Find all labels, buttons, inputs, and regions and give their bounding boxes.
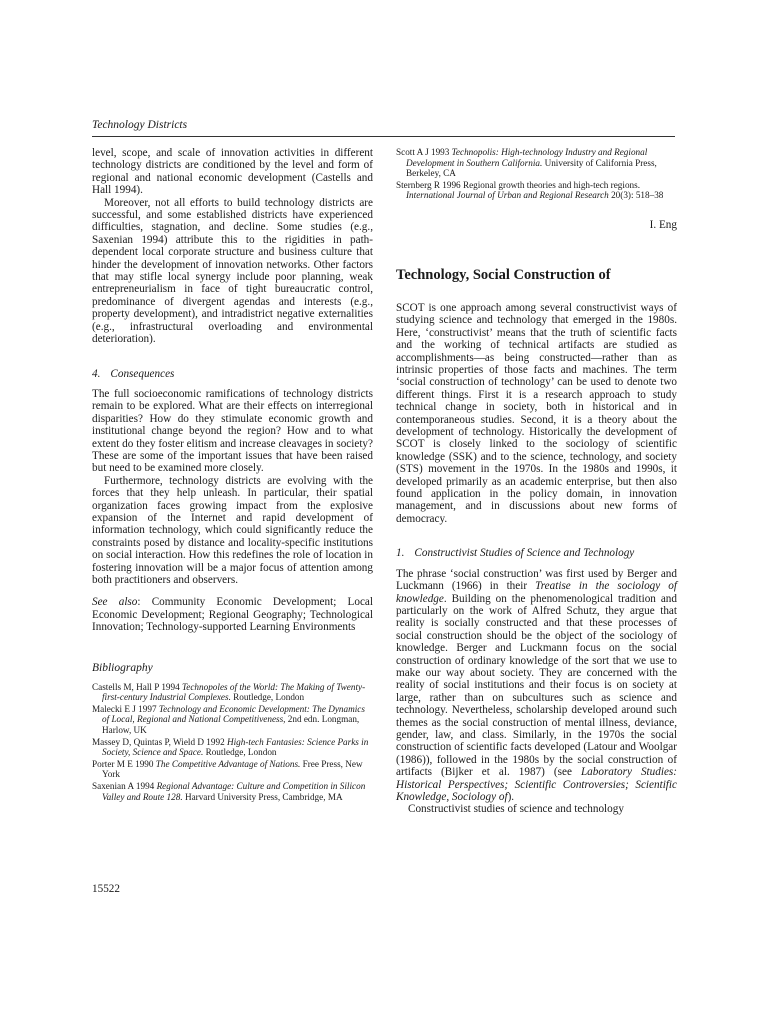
bibliography-entry: Scott A J 1993 Technopolis: High-technology Industry and Regional Development in Southern California. University of California Press, Berkeley, CA <box>396 147 657 179</box>
body-paragraph: The full socioeconomic ramifications of technology districts remain to be explored. What are their effects on interregional disparities? How do they stimulate economic growth and institutional change beyond the region? How and to what extent do they foster elitism and increase cleavages in society? These are some of the important issues that have been raised but need to be examined more closely. <box>92 387 373 475</box>
see-also-text: : Community Economic Development; Local Economic Development; Regional Geography; Technological Innovation; Technology-supported Learning Environments <box>92 596 373 634</box>
body-paragraph: Constructivist studies of science and technology <box>408 803 624 816</box>
left-column <box>92 147 373 803</box>
bibliography-heading: Bibliography <box>92 661 153 674</box>
see-also-label: See also <box>92 596 138 609</box>
bibliography-entry: Massey D, Quintas P, Wield D 1992 High-tech Fantasies: Science Parks in Society, Science and Space. Routledge, London <box>92 736 369 758</box>
section-number: 1. <box>396 547 405 560</box>
body-paragraph: SCOT is one approach among several constructivist ways of studying science and technology that emerged in the 1980s. Here, ‘constructivist’ means that the truth of scientific facts and the working of technical artifacts are studied as accomplishments—as being constructed—rather than as intrinsic properties of those facts and machines. The term ‘social construction of technology’ can be used to denote two different things. First it is a research approach to study technical change in society, both in historical and in contemporaneous studies. Second, it is a theory about the development of technology. Historically the development of SCOT is closely linked to the sociology of scientific knowledge (SSK) and to the science, technology, and society (STS) movement in the 1970s. In the 1980s and 1990s, it developed primarily as an academic enterprise, but then also found application in the policy domain, in innovation management, and in discussions about new forms of democracy. <box>396 301 677 525</box>
bibliography-entry: Castells M, Hall P 1994 Technopoles of the World: The Making of Twenty-first-century Industrial Complexes. Routledge, London <box>92 681 366 703</box>
section-title: Consequences <box>110 367 175 380</box>
section-number: 4. <box>92 367 101 380</box>
see-also <box>92 596 373 633</box>
body-paragraph: The phrase ‘social construction’ was first used by Berger and Luckmann (1966) in their Treatise in the sociology of knowledge. Building on the phenomenological tradition and particularly on the work of Alfred Schutz, they argue that reality is socially constructed and that these processes of social construction should be the object of the sociology of knowledge. Berger and Luckmann focus on the social construction of ordinary knowledge of the sort that we use to make our way about society. They are concerned with the reality of social institutions and their focus is on society at large, rather than on subcultures such as science and technology. Nevertheless, scholarship developed around such themes as the social construction of mental illness, deviance, gender, law, and class. Similarly, in the 1970s the social construction of scientific facts developed (Latour and Woolgar (1986)), followed in the 1980s by the social construction of artifacts (Bijker et al. 1987) (see Laboratory Studies: Historical Perspectives; Scientific Controversies; Scientific Knowledge, Sociology of). <box>396 567 677 803</box>
article-title: Technology, Social Construction of <box>396 266 611 283</box>
bibliography-entry: Saxenian A 1994 Regional Advantage: Culture and Competition in Silicon Valley and Route 128. Harvard University Press, Cambridge, MA <box>92 780 366 802</box>
bibliography-entry: Porter M E 1990 The Competitive Advantage of Nations. Free Press, New York <box>92 758 363 780</box>
header-rule <box>92 136 675 137</box>
body-paragraph: Moreover, not all efforts to build technology districts are successful, and some established districts have experienced difficulties, stagnation, and decline. Some studies (e.g., Saxenian 1994) attribute this to the rigidities in path-dependent local corporate structure and business culture that hinder the development of innovation networks. Other factors that may stifle local synergy include poor planning, weak entrepreneurialism in face of tight bureaucratic control, predominance of divergent agendas and interests (e.g., property development), and intradistrict negative externalities (e.g., infrastructural overloading and environmental deterioration). <box>92 196 373 346</box>
bibliography-entry: Sternberg R 1996 Regional growth theories and high-tech regions. International Journal of Urban and Regional Research 20(3): 518–38 <box>396 179 664 201</box>
section-heading-constructivist-studies <box>396 547 677 559</box>
body-paragraph: Furthermore, technology districts are evolving with the forces that they help unleash. In particular, their spatial organization faces growing impact from the explosive expansion of the Internet and rapid development of information technology, which could significantly reduce the constraints posed by distance and locality-specific institutions on social interaction. How this redefines the role of location in fostering innovation will be a major focus of attention among both practitioners and observers. <box>92 474 373 586</box>
running-header: Technology Districts <box>92 119 188 131</box>
body-paragraph: level, scope, and scale of innovation activities in different technology districts are conditioned by the level and form of regional and national economic development (Castells and Hall 1994). <box>92 147 373 197</box>
section-title: Constructivist Studies of Science and Technology <box>414 547 635 560</box>
page-number: 15522 <box>92 883 120 895</box>
right-column <box>396 147 677 816</box>
bibliography-entry: Malecki E J 1997 Technology and Economic Development: The Dynamics of Local, Regional and National Competitiveness, 2nd edn. Longman, Harlow, UK <box>92 703 365 735</box>
article-author: I. Eng <box>649 218 677 231</box>
section-heading-consequences <box>92 368 373 380</box>
